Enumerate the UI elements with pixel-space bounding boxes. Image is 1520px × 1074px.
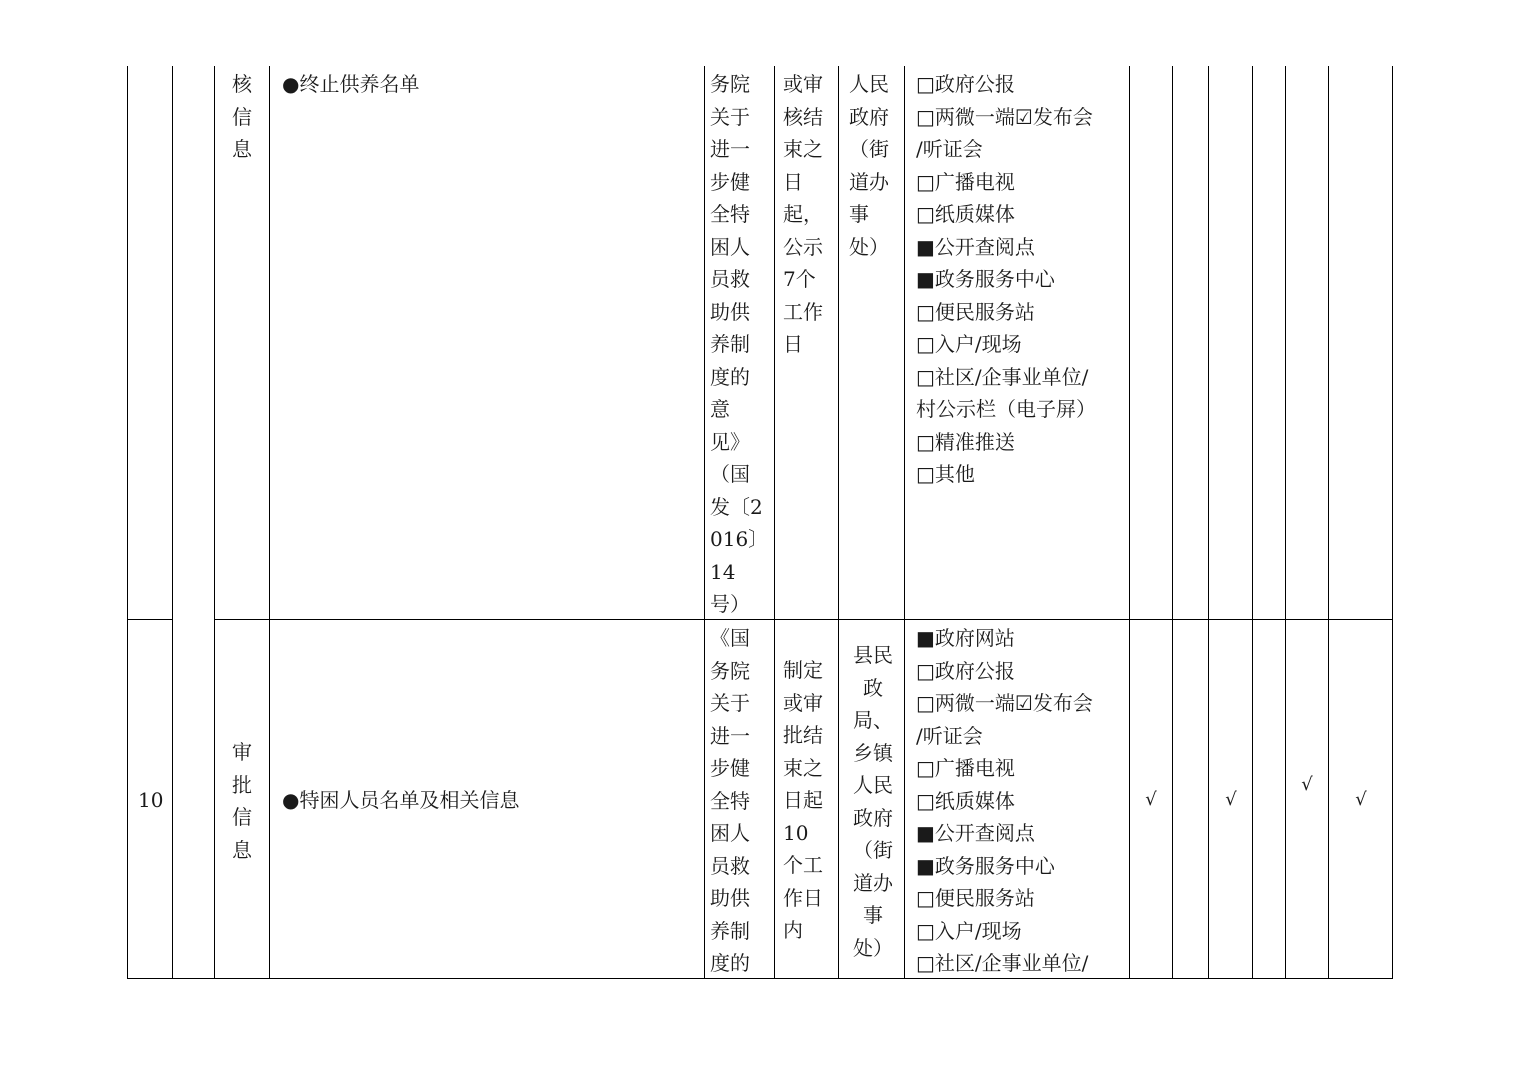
col-border <box>1328 66 1329 979</box>
channels-cell: □政府公报 □两微一端☑发布会 /听证会 □广播电视 □纸质媒体 ■公开查阅点 ■政务服务中心 □便民服务站 □入户/现场 □社区/企事业单位/ 村公示栏（电子屏） □精准推送 □其他 <box>916 72 1096 486</box>
category-cell: 审 批 信 息 <box>232 740 252 862</box>
checkmark: √ <box>1225 789 1237 810</box>
timeframe-cell: 制定 或审 批结 束之 日起 10 个工 作日 内 <box>783 658 823 942</box>
channels-cell: ■政府网站 □政府公报 □两微一端☑发布会 /听证会 □广播电视 □纸质媒体 ■公开查阅点 ■政务服务中心 □便民服务站 □入户/现场 □社区/企事业单位/ <box>916 626 1093 975</box>
row-divider <box>214 619 1392 620</box>
col-border <box>127 66 128 979</box>
content-cell: ●终止供养名单 <box>282 72 420 96</box>
content-cell: ●特困人员名单及相关信息 <box>282 788 520 812</box>
col-border <box>1208 66 1209 979</box>
row-number: 10 <box>138 788 164 812</box>
col-border <box>1172 66 1173 979</box>
checkmark: √ <box>1301 774 1313 795</box>
col-border <box>1392 66 1393 979</box>
timeframe-cell: 或审 核结 束之 日 起， 公示 7个 工作 日 <box>783 72 823 356</box>
col-border <box>1285 66 1286 979</box>
col-border <box>1252 66 1253 979</box>
subject-cell: 县民 政 局、 乡镇 人民 政府 （街 道办 事 处） <box>853 643 893 960</box>
col-border <box>904 66 905 979</box>
category-cell: 核 信 息 <box>232 72 252 161</box>
subject-cell: 人民 政府 （街 道办 事 处） <box>849 72 889 259</box>
col-border <box>774 66 775 979</box>
checkmark: √ <box>1355 789 1367 810</box>
row-divider <box>128 619 172 620</box>
col-border <box>838 66 839 979</box>
checkmark: √ <box>1145 789 1157 810</box>
col-border <box>172 66 173 979</box>
basis-cell: 《国 务院 关于 进一 步健 全特 困人 员救 助供 养制 度的 <box>710 626 750 975</box>
col-border <box>704 66 705 979</box>
col-border <box>1129 66 1130 979</box>
basis-cell: 务院 关于 进一 步健 全特 困人 员救 助供 养制 度的 意 见》 （国 发〔2 016〕 14 号） <box>710 72 769 616</box>
